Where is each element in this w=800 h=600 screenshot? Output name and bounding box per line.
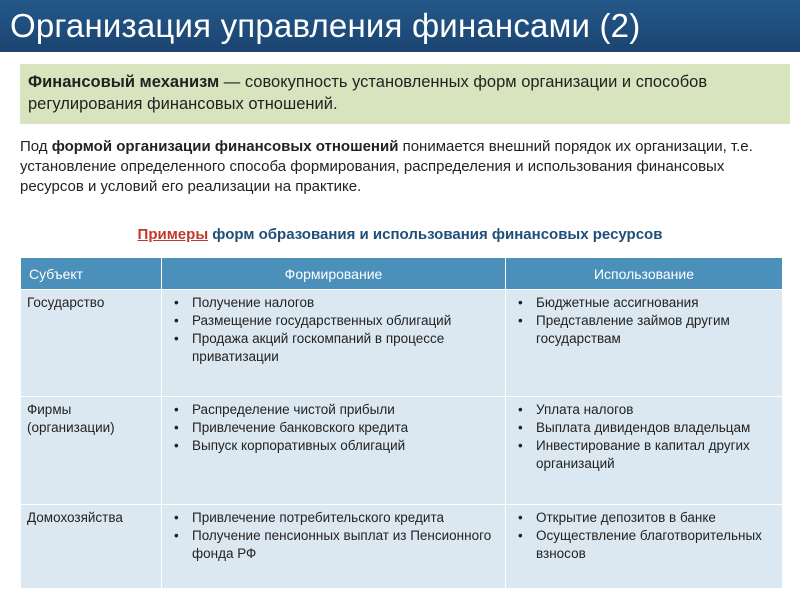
formation-cell [162, 505, 506, 589]
definition-body: — совокупность установленных форм организации и способов регулирования финансовых отношений. [28, 73, 708, 113]
header-subject: Субъект [21, 258, 162, 290]
usage-cell [506, 397, 783, 505]
list-item: • Размещение государственных облигаций [192, 312, 499, 330]
usage-cell [506, 505, 783, 589]
subject-cell: Домохозяйства [21, 505, 162, 589]
list-item: • Распределение чистой прибыли [192, 401, 499, 419]
header-usage: Использование [506, 258, 783, 290]
title-bar [0, 0, 800, 52]
list-item: • Уплата налогов [536, 401, 776, 419]
definition-box [20, 64, 790, 124]
list-item: • Бюджетные ассигнования [536, 294, 776, 312]
list-item: • Осуществление благотворительных взносов [536, 527, 776, 563]
list-item: • Получение налогов [192, 294, 499, 312]
usage-cell [506, 290, 783, 397]
list-item: • Выпуск корпоративных облигаций [192, 437, 499, 455]
definition-text [28, 71, 783, 115]
formation-cell [162, 290, 506, 397]
subject-cell: Государство [21, 290, 162, 397]
intro-lead: Под [20, 138, 52, 155]
list-item: • Продажа акций госкомпаний в процессе приватизации [192, 330, 499, 366]
subject-cell: Фирмы (организации) [21, 397, 162, 505]
examples-title [0, 226, 800, 243]
definition-term: Финансовый механизм [28, 73, 220, 91]
formation-cell [162, 397, 506, 505]
examples-highlight: Примеры [137, 226, 209, 243]
table-row [21, 397, 783, 505]
list-item: • Выплата дивидендов владельцам [536, 419, 776, 437]
header-formation: Формирование [162, 258, 506, 290]
list-item: • Инвестирование в капитал других организаций [536, 437, 776, 473]
table-row [21, 505, 783, 589]
list-item: • Привлечение потребительского кредита [192, 509, 499, 527]
page-title: Организация управления финансами (2) [10, 7, 641, 44]
examples-title-rest: форм образования и использования финансовых ресурсов [208, 226, 663, 243]
list-item: • Открытие депозитов в банке [536, 509, 776, 527]
finance-forms-table [20, 257, 783, 589]
table-row [21, 290, 783, 397]
list-item: • Привлечение банковского кредита [192, 419, 499, 437]
list-item: • Представление займов другим государствам [536, 312, 776, 348]
list-item: • Получение пенсионных выплат из Пенсионного фонда РФ [192, 527, 499, 563]
intro-paragraph [20, 137, 790, 197]
intro-term: формой организации финансовых отношений [51, 138, 399, 155]
table-header-row [21, 258, 783, 290]
intro-body: понимается внешний порядок их организации, т.е. установление определенного способа формирования, распределения и использования финансовых ресурсов и условий его реализации на практике. [20, 138, 753, 195]
